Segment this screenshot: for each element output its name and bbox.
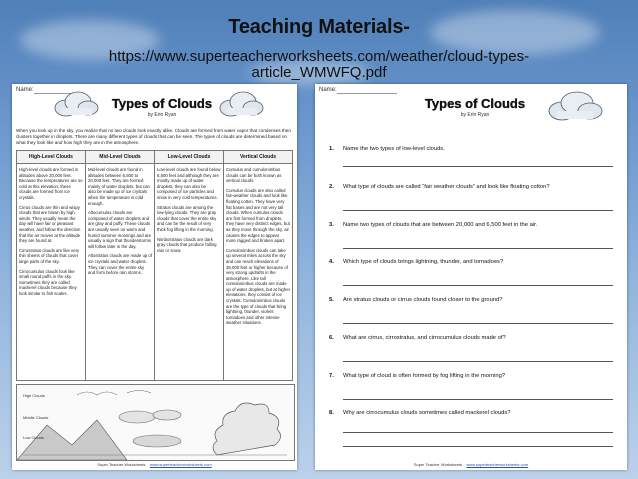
footer-link[interactable]: www.superteacherworksheets.com (466, 462, 529, 467)
question-number: 2. (329, 184, 334, 190)
worksheet-title: Types of Clouds (111, 96, 213, 111)
cloud-altitude-diagram (16, 384, 295, 461)
question-text: Why are cirrocumulus clouds sometimes called mackerel clouds? (343, 410, 511, 416)
question-number: 6. (329, 335, 334, 341)
name-label: Name: (319, 87, 337, 93)
question-text: Name the two types of low-level clouds. (343, 146, 445, 152)
question-text: Are stratus clouds or cirrus clouds found closer to the ground? (343, 297, 503, 303)
footer-text: Super Teacher Worksheets (97, 462, 146, 467)
source-url-line1: https://www.superteacherworksheets.com/weather/cloud-types- (108, 48, 530, 65)
worksheet-title: Types of Clouds (424, 96, 526, 111)
cloud-diagram-illustration (17, 385, 294, 460)
question-number: 7. (329, 373, 334, 379)
paragraph: Cirrostratus clouds are like very thin sheets of clouds that cover large parts of the sky. (19, 247, 80, 264)
name-label: Name: (16, 87, 34, 93)
question-text: What type of clouds are called “fair weather clouds” and look like floating cotton? (343, 184, 550, 190)
paragraph: Altostratus clouds are made up of ice crystals and water droplets. They can cover the entire sky and form before rain storms. (88, 253, 153, 276)
question-text: What are cirrus, cirrostratus, and cirrocumulus clouds made of? (343, 335, 506, 341)
name-line (337, 93, 397, 94)
column-low (155, 164, 224, 381)
worksheet-footer (315, 462, 627, 467)
answer-line[interactable] (343, 432, 613, 433)
worksheet-author: by Erin Ryan (460, 112, 490, 118)
column-mid (86, 164, 155, 381)
worksheet-author: by Erin Ryan (147, 112, 177, 118)
cloud-icon (52, 90, 100, 118)
source-url-line2: article_WMWFQ.pdf (251, 64, 387, 81)
footer-link[interactable]: www.superteacherworksheets.com (149, 462, 212, 467)
worksheet-questions-page (315, 84, 627, 470)
paragraph: Stratus clouds are among the low-lying clouds. They are gray clouds that cover the entire sky and can be the result of very thick fog lifting in the morning. (157, 204, 217, 232)
column-header-mid: Mid-Level Clouds (86, 151, 155, 164)
cloud-icon (217, 90, 265, 118)
worksheet-footer (12, 462, 297, 467)
answer-line[interactable] (343, 166, 613, 167)
question-number: 3. (329, 222, 334, 228)
question-number: 1. (329, 146, 334, 152)
source-url (0, 42, 638, 88)
paragraph: Cirrocumulus clouds look like small round puffs in the sky. Sometimes they are called mackerel clouds because they look similar to fish scales. (19, 268, 77, 296)
question-number: 5. (329, 297, 334, 303)
column-high (17, 164, 86, 381)
answer-line[interactable] (343, 248, 613, 249)
column-header-low: Low-Level Clouds (155, 151, 224, 164)
answer-line[interactable] (343, 446, 613, 447)
column-vertical (224, 164, 293, 381)
diagram-label-high: High Clouds (23, 393, 45, 398)
diagram-label-middle: Middle Clouds (23, 415, 49, 420)
question-text: Which type of clouds brings lightning, thunder, and tornadoes? (343, 259, 504, 265)
diagram-label-low: Low Clouds (23, 435, 44, 440)
paragraph: Low-level clouds are found below 6,500 feet and although they are mostly made up of water droplets, they can also be composed of ice particles and snow in very cold temperatures. (157, 167, 221, 200)
question-number: 4. (329, 259, 334, 265)
paragraph: Nimbostratus clouds are dark gray clouds that produce falling rain or snow. (157, 236, 217, 253)
worksheet-reading-page (12, 84, 297, 470)
paragraph: Cirrus clouds are thin and wispy clouds that are blown by high winds. They usually mean the day will have fair or pleasant weather, and follow the direction that the air moves at the altitude they are found at. (19, 204, 81, 244)
column-header-high: High-Level Clouds (17, 151, 86, 164)
paragraph: High-level clouds are formed in altitudes above 20,000 feet. Because the temperatures are so cold at this elevation, these clouds are formed from ice crystals. (19, 167, 83, 200)
answer-line[interactable] (343, 285, 613, 286)
cloud-types-table (16, 150, 293, 381)
answer-line[interactable] (343, 210, 613, 211)
paragraph: Altocumulus clouds are composed of water droplets and are gray and puffy. These clouds are usually seen on warm and humid summer mornings and are usually a sign that thunderstorms will follow later in the day. (88, 210, 152, 249)
worksheet-header (12, 84, 297, 124)
slide-title: Teaching Materials- (228, 16, 410, 38)
intro-paragraph: When you look up in the sky, you realize that no two clouds look exactly alike. Clouds are formed from water vapor that condenses then clusters together in droplets. There are many different types of clouds that can be seen. The types of clouds are determined based on what they look like and how high they are in the atmosphere. (16, 128, 291, 145)
question-text: What type of cloud is often formed by fog lifting in the morning? (343, 373, 506, 379)
cloud-icon (545, 90, 605, 122)
answer-line[interactable] (343, 323, 613, 324)
answer-line[interactable] (343, 361, 613, 362)
column-header-vertical: Vertical Clouds (224, 151, 293, 164)
question-text: Name two types of clouds that are between 20,000 and 6,500 feet in the air. (343, 222, 538, 228)
question-number: 8. (329, 410, 334, 416)
paragraph: Cumulonimbus clouds can take up several miles across the sky and can reach elevations of 39,000 feet or higher because of very strong updrafts in the atmosphere. Like tall cumulonimbus clouds are made up of water droplets, but at higher elevations, they consist of ice crystals. Cumulonimbus clouds are the type of clouds that bring lightning, thunder, violent tornadoes and other intense weather situations. (226, 247, 291, 326)
answer-line[interactable] (343, 399, 613, 400)
paragraph: Cumulus clouds are also called fair-weather clouds and look like floating cotton. They have very flat bases and are not very tall clouds. When cumulus clouds are first formed from droplets, they have very distinct edges, but as they move through the sky, air causes the edges to appear more ragged and broken apart. (226, 187, 290, 244)
paragraph: Mid-level clouds are found in altitudes between 6,500 to 20,000 feet. They are formed mainly of water droplets, but can also be made up of ice crystals when the temperature is cold enough. (88, 167, 150, 206)
worksheet-header (315, 84, 627, 124)
footer-text: Super Teacher Worksheets (413, 462, 462, 467)
paragraph: Cumulus and cumulonimbus clouds can be both known as vertical clouds. (226, 167, 282, 184)
